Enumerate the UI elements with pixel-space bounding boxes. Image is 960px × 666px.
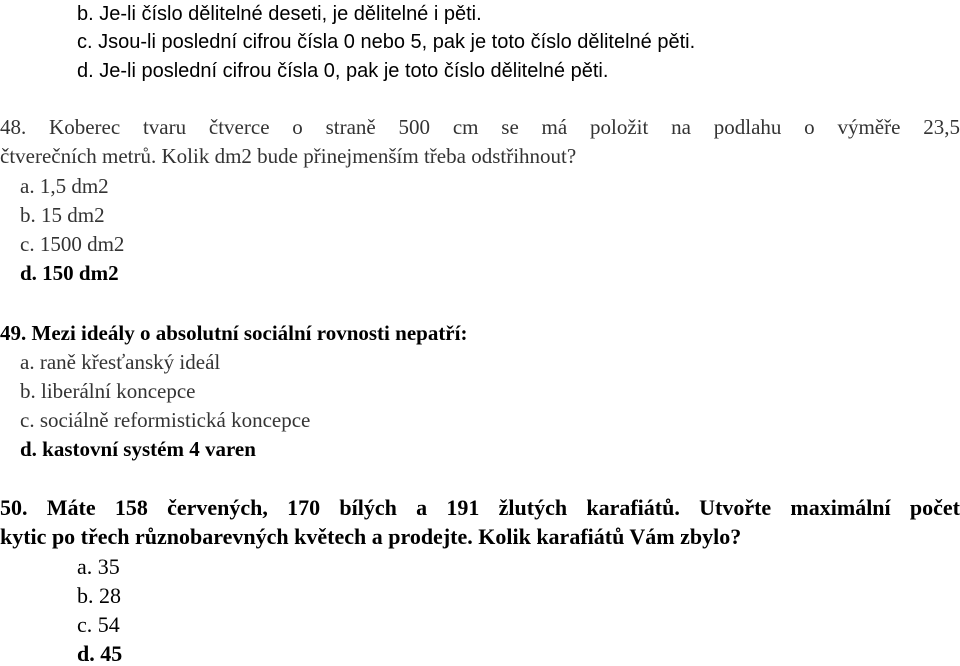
q48-option-b: b. 15 dm2 [20,203,105,227]
q48-prompt-line-2: čtverečních metrů. Kolik dm2 bude přinejmenším třeba odstřihnout? [0,144,577,168]
q50-prompt-line-2: kytic po třech různobarevných květech a prodejte. Kolik karafiátů Vám zbylo? [0,524,742,549]
q49-option-c: c. sociálně reformistická koncepce [20,408,311,432]
q50-option-a: a. 35 [77,554,120,579]
q49-option-a: a. raně křesťanský ideál [20,350,221,374]
q47-option-c: c. Jsou-li poslední cifrou čísla 0 nebo 5, pak je toto číslo dělitelné pěti. [77,31,696,53]
q49-option-b: b. liberální koncepce [20,379,196,403]
q49-option-d-correct: d. kastovní systém 4 varen [20,437,256,461]
q48-option-d-correct: d. 150 dm2 [20,261,119,285]
q48-prompt-line-1: 48. Koberec tvaru čtverce o straně 500 cm se má položit na podlahu o výměře 23,5 [0,115,960,139]
q49-prompt: 49. Mezi ideály o absolutní sociální rovnosti nepatří: [0,321,468,345]
q50-prompt-line-1: 50. Máte 158 červených, 170 bílých a 191 žlutých karafiátů. Utvořte maximální počet [0,495,960,520]
q50-option-b: b. 28 [77,583,121,608]
q48-option-a: a. 1,5 dm2 [20,174,109,198]
q50-option-c: c. 54 [77,612,120,637]
q48-option-c: c. 1500 dm2 [20,232,125,256]
q47-option-b: b. Je-li číslo dělitelné deseti, je dělitelné i pěti. [77,3,482,25]
q47-option-d: d. Je-li poslední cifrou čísla 0, pak je toto číslo dělitelné pěti. [77,60,609,82]
q50-option-d-correct: d. 45 [77,641,123,666]
